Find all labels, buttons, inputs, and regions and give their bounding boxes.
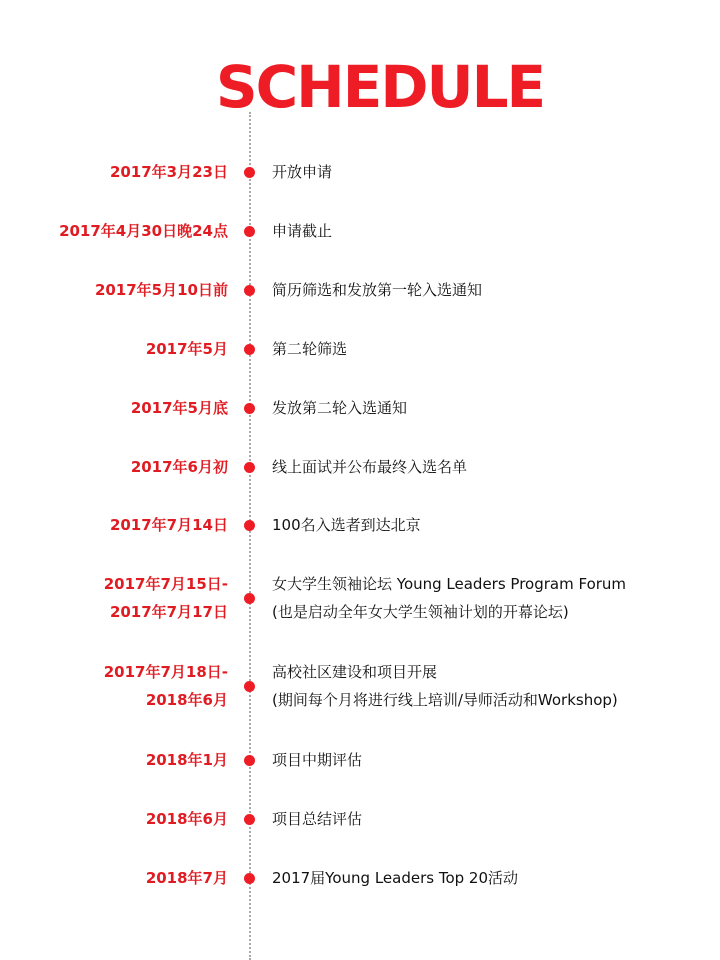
timeline-date-line: 2017年7月18日- xyxy=(103,663,228,681)
timeline-dot xyxy=(244,403,255,414)
timeline-description xyxy=(272,276,482,304)
timeline-description-line: 线上面试并公布最终入选名单 xyxy=(272,458,468,476)
timeline-dot xyxy=(244,681,255,692)
timeline-description-line: 100名入选者到达北京 xyxy=(272,516,421,534)
timeline-date xyxy=(146,864,228,892)
timeline-date-line: 2017年5月底 xyxy=(130,399,228,417)
timeline-date xyxy=(131,394,228,422)
timeline-item xyxy=(0,864,720,892)
timeline-description xyxy=(272,217,332,245)
timeline-date-line: 2017年4月30日晚24点 xyxy=(59,222,228,240)
timeline-description xyxy=(272,658,618,714)
schedule-title: SCHEDULE xyxy=(215,53,545,121)
timeline-date-line: 2018年1月 xyxy=(145,751,228,769)
timeline-date xyxy=(146,746,228,774)
timeline-item xyxy=(0,276,720,304)
timeline-dot xyxy=(244,285,255,296)
timeline-date-line: 2017年7月14日 xyxy=(109,516,228,534)
timeline-item xyxy=(0,453,720,481)
timeline-dot xyxy=(244,462,255,473)
timeline-dot xyxy=(244,226,255,237)
timeline-description xyxy=(272,570,626,626)
timeline-description-line: 开放申请 xyxy=(272,163,333,181)
timeline-date-line: 2017年6月初 xyxy=(130,458,228,476)
timeline-description-line: (期间每个月将进行线上培训/导师活动和Workshop) xyxy=(272,691,618,709)
timeline-description-line: 高校社区建设和项目开展 xyxy=(272,663,438,681)
timeline-date xyxy=(104,570,228,626)
timeline-description-line: 女大学生领袖论坛 Young Leaders Program Forum xyxy=(272,575,627,593)
timeline-description-line: (也是启动全年女大学生领袖计划的开幕论坛) xyxy=(272,603,569,621)
timeline-description-line: 发放第二轮入选通知 xyxy=(272,399,408,417)
timeline-item xyxy=(0,746,720,774)
timeline-item xyxy=(0,394,720,422)
timeline-dot xyxy=(244,520,255,531)
timeline-description xyxy=(272,746,362,774)
timeline-item xyxy=(0,511,720,539)
timeline-date-line: 2018年6月 xyxy=(145,691,228,709)
timeline-date xyxy=(110,511,228,539)
timeline-item xyxy=(0,158,720,186)
timeline-item xyxy=(0,805,720,833)
timeline-date xyxy=(59,217,228,245)
timeline-description xyxy=(272,453,467,481)
timeline-description-line: 第二轮筛选 xyxy=(272,340,348,358)
timeline-date-line: 2017年3月23日 xyxy=(109,163,228,181)
timeline-dot xyxy=(244,814,255,825)
timeline-description-line: 项目总结评估 xyxy=(272,810,363,828)
timeline-description-line: 项目中期评估 xyxy=(272,751,363,769)
timeline-description-line: 简历筛选和发放第一轮入选通知 xyxy=(272,281,483,299)
timeline-date xyxy=(104,658,228,714)
timeline-item xyxy=(0,570,720,626)
timeline-dot xyxy=(244,344,255,355)
timeline-item xyxy=(0,658,720,714)
timeline-date xyxy=(146,805,228,833)
timeline-date-line: 2017年5月 xyxy=(145,340,228,358)
timeline-description xyxy=(272,805,362,833)
timeline-date-line: 2017年7月17日 xyxy=(109,603,228,621)
timeline-date-line: 2017年7月15日- xyxy=(103,575,228,593)
timeline-date-line: 2017年5月10日前 xyxy=(94,281,228,299)
timeline-description xyxy=(272,335,347,363)
timeline-dot xyxy=(244,873,255,884)
timeline-description xyxy=(272,511,421,539)
timeline-dot xyxy=(244,593,255,604)
timeline-description xyxy=(272,864,518,892)
timeline-description xyxy=(272,158,332,186)
timeline-date xyxy=(95,276,228,304)
timeline-date-line: 2018年7月 xyxy=(145,869,228,887)
timeline-dot xyxy=(244,167,255,178)
timeline-description-line: 2017届Young Leaders Top 20活动 xyxy=(272,869,519,887)
timeline-date-line: 2018年6月 xyxy=(145,810,228,828)
timeline-dot xyxy=(244,755,255,766)
timeline-date xyxy=(131,453,228,481)
timeline-date xyxy=(146,335,228,363)
timeline-description xyxy=(272,394,407,422)
timeline-date xyxy=(110,158,228,186)
timeline-description-line: 申请截止 xyxy=(272,222,333,240)
timeline-item xyxy=(0,335,720,363)
timeline-item xyxy=(0,217,720,245)
